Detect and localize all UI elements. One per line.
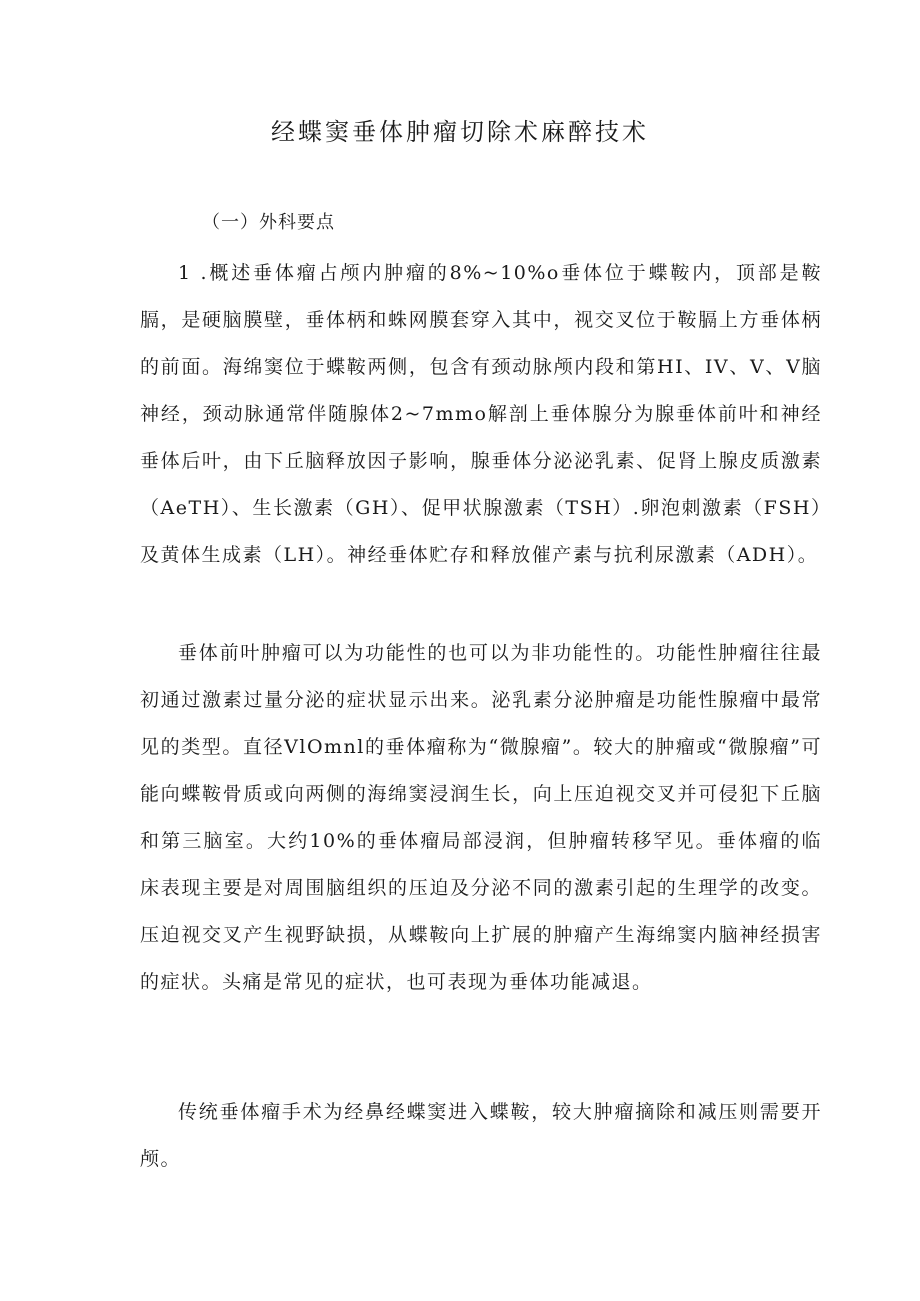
paragraph-surgery: 传统垂体瘤手术为经鼻经蝶窦进入蝶鞍，较大肿瘤摘除和减压则需要开颅。 (140, 1101, 822, 1170)
paragraph-overview: 1 .概述垂体瘤占颅内肿瘤的8%~10%o垂体位于蝶鞍内，顶部是鞍膈，是硬脑膜壁，垂体柄和蛛网膜套穿入其中，视交叉位于鞍膈上方垂体柄的前面。海绵窦位于蝶鞍两侧，包含有颈动脉颅内段和第HI、IV、V、V脑神经，颈动脉通常伴随腺体2~7mmo解剖上垂体腺分为腺垂体前叶和神经垂体后叶，由下丘脑释放因子影响，腺垂体分泌泌乳素、促肾上腺皮质激素（AeTH）、生长激素（GH）、促甲状腺激素（TSH）.卵泡刺激素（FSH）及黄体生成素（LH）。神经垂体贮存和释放催产素与抗利尿激素（ADH）。 (140, 262, 822, 566)
document-title: 经蝶窦垂体肿瘤切除术麻醉技术 (271, 118, 649, 146)
section-heading: （一）外科要点 (202, 212, 335, 233)
paragraph-anterior-tumors: 垂体前叶肿瘤可以为功能性的也可以为非功能性的。功能性肿瘤往往最初通过激素过量分泌的症状显示出来。泌乳素分泌肿瘤是功能性腺瘤中最常见的类型。直径VlOmnl的垂体瘤称为“微腺瘤”。较大的肿瘤或“微腺瘤”可能向蝶鞍骨质或向两侧的海绵窦浸润生长，向上压迫视交叉并可侵犯下丘脑和第三脑室。大约10%的垂体瘤局部浸润，但肿瘤转移罕见。垂体瘤的临床表现主要是对周围脑组织的压迫及分泌不同的激素引起的生理学的改变。压迫视交叉产生视野缺损，从蝶鞍向上扩展的肿瘤产生海绵窦内脑神经损害的症状。头痛是常见的症状，也可表现为垂体功能减退。 (140, 642, 822, 993)
